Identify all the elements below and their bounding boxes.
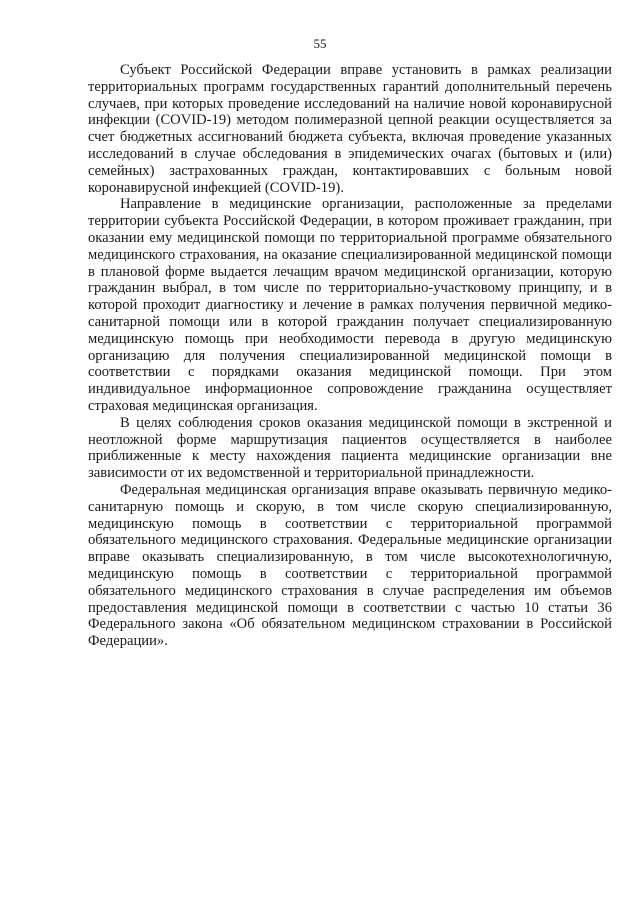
paragraph-emergency-routing: В целях соблюдения сроков оказания медицинской помощи в экстренной и неотложной форме маршрутизация пациентов осуществляется в наиболее приближенные к месту нахождения пациента медицинские организации вне зависимости от их ведомственной и территориальной принадлежности. (88, 414, 612, 482)
paragraph-federal-organization: Федеральная медицинская организация вправе оказывать первичную медико-санитарную помощь и скорую, в том числе скорую специализированную, медицинскую помощь в соответствии с территориальной программой обязательного медицинского страхования. Федеральные медицинские организации вправе оказывать специализированную, в том числе высокотехнологичную, медицинскую помощь в соответствии с территориальной программой обязательного медицинского страхования в случае распределения им объемов предоставления медицинской помощи в соответствии с частью 10 статьи 36 Федерального закона «Об обязательном медицинском страховании в Российской Федерации». (88, 481, 612, 650)
paragraph-covid-testing: Субъект Российской Федерации вправе установить в рамках реализации территориальных программ государственных гарантий дополнительный перечень случаев, при которых проведение исследований на наличие новой коронавирусной инфекции (COVID-19) методом полимеразной цепной реакции осуществляется за счет бюджетных ассигнований бюджета субъекта, включая проведение указанных исследований в случае обследования в эпидемических очагах (бытовых и (или) семейных) застрахованных граждан, контактировавших с больным новой коронавирусной инфекцией (COVID-19). (88, 62, 612, 196)
paragraph-referral-outside-region: Направление в медицинские организации, расположенные за пределами территории субъекта Российской Федерации, в котором проживает гражданин, при оказании ему медицинской помощи по территориальной программе обязательного медицинского страхования, на оказание специализированной медицинской помощи в плановой форме выдается лечащим врачом медицинской организации, которую гражданин выбрал, в том числе по территориально-участковому принципу, и в которой проходит диагностику и лечение в рамках получения первичной медико-санитарной помощи или в которой гражданин получает специализированную медицинскую помощь при необходимости перевода в другую медицинскую организацию для получения специализированной медицинской помощи в соответствии с порядками оказания медицинской помощи. При этом индивидуальное информационное сопровождение гражданина осуществляет страховая медицинская организация. (88, 196, 612, 414)
page-number: 55 (313, 36, 327, 51)
document-body (88, 62, 612, 650)
